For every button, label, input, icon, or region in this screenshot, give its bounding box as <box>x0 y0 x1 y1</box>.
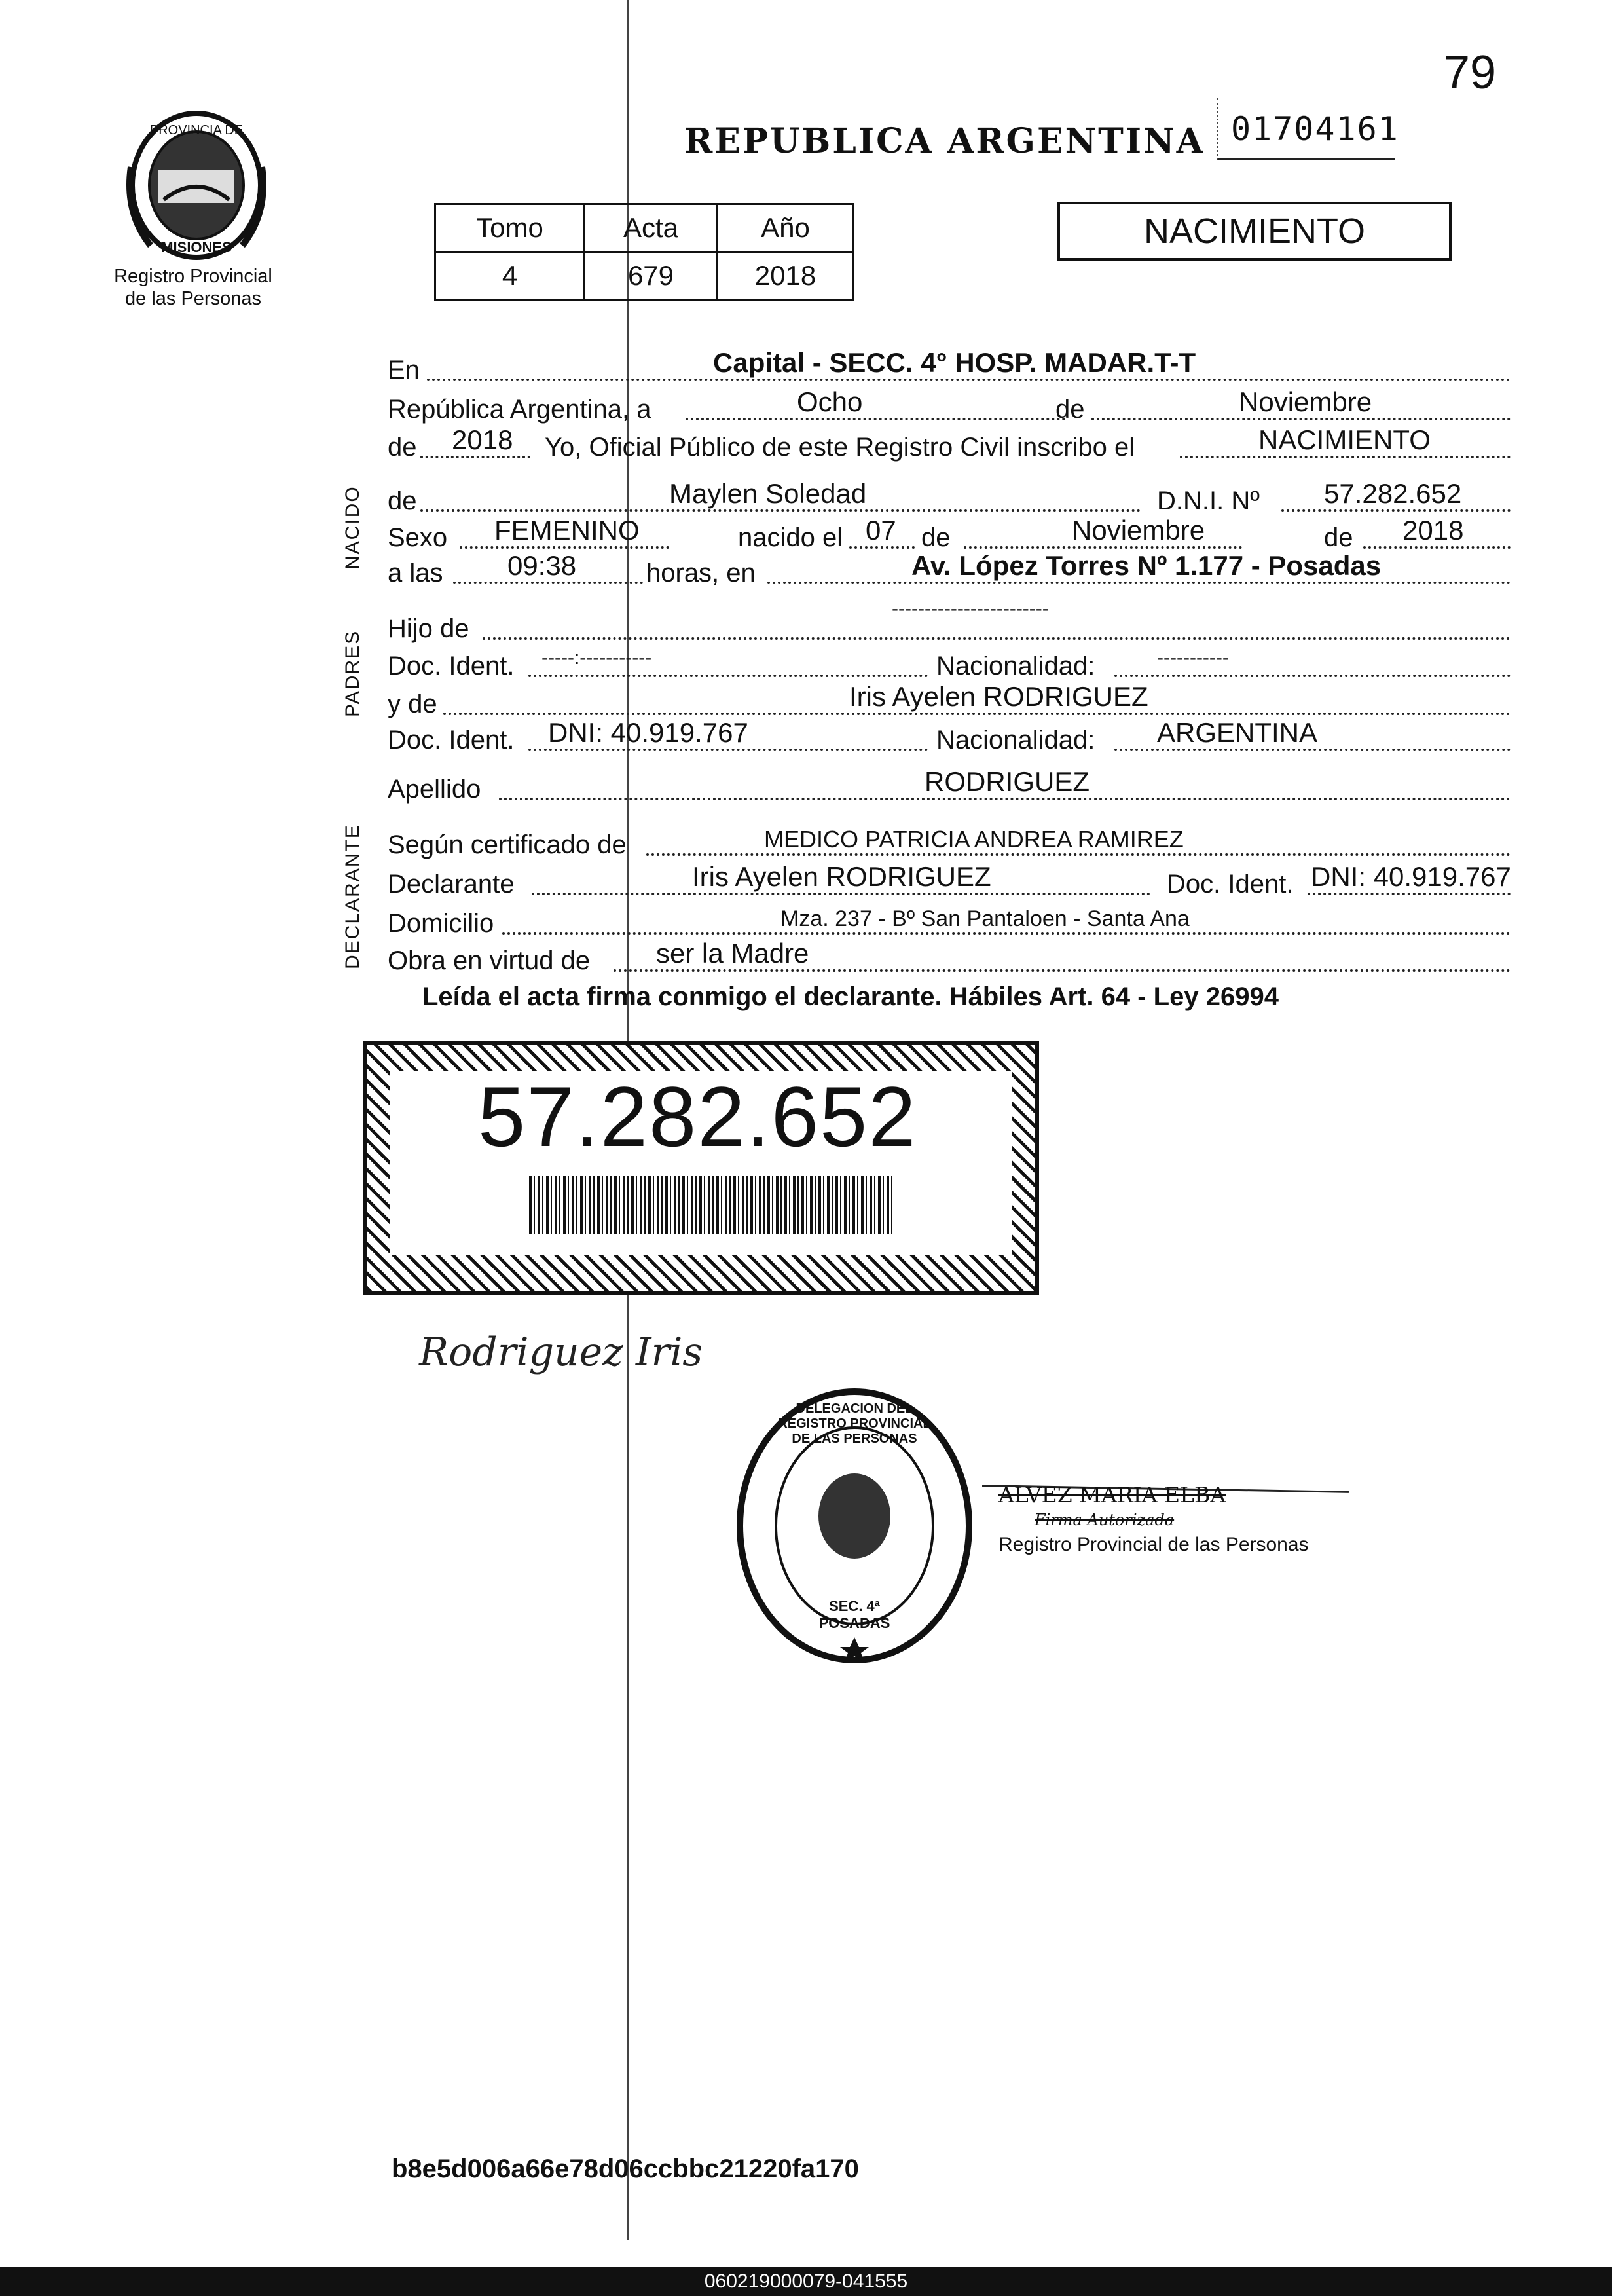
form-row-nombre <box>388 478 1514 519</box>
act-value-acta: 679 <box>585 252 718 300</box>
act-value-tomo: 4 <box>435 252 585 300</box>
dotted-leader <box>964 546 1242 549</box>
serial-number: 01704161 <box>1231 110 1399 148</box>
value-lugar-inscripcion: Capital - SECC. 4° HOSP. MADAR.T-T <box>713 347 1196 378</box>
value-declarante: Iris Ayelen RODRIGUEZ <box>692 861 991 892</box>
value-certificado: MEDICO PATRICIA ANDREA RAMIREZ <box>764 826 1184 853</box>
value-hora: 09:38 <box>507 550 577 581</box>
dotted-leader <box>1308 893 1511 895</box>
label-de-nac-anio: de <box>1324 523 1353 552</box>
value-nacionalidad-madre: ARGENTINA <box>1157 717 1318 748</box>
label-en: En <box>388 356 420 384</box>
value-apellido: RODRIGUEZ <box>925 766 1090 797</box>
stamp-inner-text: SEC. 4ª POSADAS <box>818 1598 890 1631</box>
province-seal-icon <box>124 108 268 262</box>
value-dia: Ocho <box>797 386 863 417</box>
label-yo-oficial: Yo, Oficial Público de este Registro Civil inscribo el <box>545 433 1135 462</box>
signer-office: Registro Provincial de las Personas <box>998 1534 1309 1555</box>
label-republica: República Argentina, a <box>388 395 651 424</box>
dotted-leader <box>849 546 915 549</box>
label-doc-ident: Doc. Ident. <box>388 726 515 754</box>
seal-text-top: PROVINCIA DE <box>149 123 244 138</box>
dotted-leader <box>1114 675 1511 677</box>
form-row-fecha <box>388 386 1514 427</box>
value-doc-declarante: DNI: 40.919.767 <box>1311 861 1511 892</box>
label-segun-certificado: Según certificado de <box>388 830 627 859</box>
value-sexo: FEMENINO <box>494 515 640 546</box>
value-obra: ser la Madre <box>656 938 809 969</box>
form-row-hijo <box>388 598 1514 646</box>
value-nombre: Maylen Soledad <box>669 478 867 509</box>
signer-role: Firma Autorizada <box>1035 1511 1175 1529</box>
document-hash: b8e5d006a66e78d06ccbbc21220fa170 <box>392 2155 859 2183</box>
dotted-leader <box>502 932 1511 935</box>
dotted-leader <box>460 546 669 549</box>
label-de-anio: de <box>388 433 417 462</box>
value-domicilio: Mza. 237 - Bº San Pantaloen - Santa Ana <box>780 906 1190 931</box>
label-nacionalidad: Nacionalidad: <box>936 652 1095 680</box>
signer-name: ALVEZ MARIA ELBA <box>998 1482 1226 1508</box>
document-type-box: NACIMIENTO <box>1057 202 1452 261</box>
form-row-hora <box>388 550 1514 591</box>
form-row-apellido <box>388 766 1514 807</box>
form-row-obra <box>388 938 1514 978</box>
dotted-leader <box>1180 456 1511 458</box>
dotted-leader <box>499 798 1511 800</box>
act-header-tomo: Tomo <box>435 204 585 252</box>
label-nacido-el: nacido el <box>738 523 843 552</box>
side-label-padres: PADRES <box>342 629 363 717</box>
dotted-leader <box>767 582 1511 584</box>
form-row-inscribo <box>388 424 1514 465</box>
act-table <box>434 203 854 301</box>
dotted-leader <box>528 675 928 677</box>
dotted-leader <box>686 418 1065 420</box>
dotted-leader <box>427 379 1511 381</box>
label-de: de <box>1055 395 1085 424</box>
value-nac-anio: 2018 <box>1402 515 1464 546</box>
label-a-las: a las <box>388 559 443 587</box>
value-padre: ------------------------ <box>892 598 1049 620</box>
label-doc-ident: Doc. Ident. <box>1167 870 1294 898</box>
side-label-nacido: NACIDO <box>342 485 363 570</box>
value-doc-padre: -----:----------- <box>541 647 652 669</box>
form-row-domicilio <box>388 900 1514 941</box>
label-sexo: Sexo <box>388 523 448 552</box>
dotted-leader <box>453 582 643 584</box>
dotted-leader <box>443 713 1511 715</box>
dotted-leader <box>1091 418 1511 420</box>
dotted-leader <box>1281 509 1511 512</box>
value-mes: Noviembre <box>1239 386 1372 417</box>
dotted-leader <box>420 509 1141 512</box>
value-dni: 57.282.652 <box>1324 478 1462 509</box>
value-nac-dia: 07 <box>866 515 896 546</box>
label-declarante: Declarante <box>388 870 515 898</box>
label-nacionalidad: Nacionalidad: <box>936 726 1095 754</box>
form-row-doc-madre <box>388 717 1514 758</box>
closing-statement: Leída el acta firma conmigo el declarante. Hábiles Art. 64 - Ley 26994 <box>422 982 1279 1011</box>
dotted-leader <box>1114 749 1511 751</box>
value-madre: Iris Ayelen RODRIGUEZ <box>849 681 1148 712</box>
label-horas-en: horas, en <box>646 559 756 587</box>
value-lugar-nacimiento: Av. López Torres Nº 1.177 - Posadas <box>911 550 1382 581</box>
seal-text-bottom: MISIONES <box>161 239 232 255</box>
act-header-acta: Acta <box>585 204 718 252</box>
label-doc-ident: Doc. Ident. <box>388 652 515 680</box>
form-row-declarante <box>388 861 1514 902</box>
label-de-mes: de <box>921 523 951 552</box>
dotted-leader <box>483 637 1511 640</box>
label-domicilio: Domicilio <box>388 909 494 938</box>
dotted-leader <box>532 893 1150 895</box>
dotted-leader <box>646 853 1511 856</box>
certificate-dni-number: 57.282.652 <box>478 1069 917 1164</box>
registry-line-2: de las Personas <box>125 288 261 309</box>
page-number: 79 <box>1444 46 1497 99</box>
label-dni: D.N.I. Nº <box>1157 487 1260 515</box>
registry-label <box>105 265 282 310</box>
barcode-icon <box>529 1176 892 1234</box>
label-hijo-de: Hijo de <box>388 614 469 643</box>
value-doc-madre: DNI: 40.919.767 <box>548 717 748 748</box>
stamp-text-block <box>998 1480 1309 1560</box>
form-row-en <box>388 347 1514 388</box>
form-row-certificado <box>388 822 1514 862</box>
footer-id: 060219000079-041555 <box>0 2267 1612 2296</box>
side-label-declarante: DECLARANTE <box>342 824 363 969</box>
act-value-anio: 2018 <box>718 252 854 300</box>
label-y-de: y de <box>388 690 437 718</box>
value-nacionalidad-padre: ----------- <box>1157 647 1229 669</box>
registry-line-1: Registro Provincial <box>114 266 272 287</box>
dotted-leader <box>614 969 1511 972</box>
declarant-signature: Rodriguez Iris <box>419 1329 703 1375</box>
label-obra-en-virtud: Obra en virtud de <box>388 946 591 975</box>
dotted-leader <box>420 456 530 458</box>
act-header-anio: Año <box>718 204 854 252</box>
value-anio: 2018 <box>452 424 513 455</box>
form-row-doc-padre <box>388 643 1514 684</box>
value-nac-mes: Noviembre <box>1072 515 1205 546</box>
form-row-sexo <box>388 515 1514 555</box>
label-de-nombre: de <box>388 487 417 515</box>
dotted-leader <box>528 749 928 751</box>
document-title: REPUBLICA ARGENTINA <box>684 121 1205 161</box>
form-row-madre <box>388 681 1514 722</box>
stamp-ring-text: DELEGACION DEL REGISTRO PROVINCIAL DE LAS PERSONAS <box>778 1401 931 1446</box>
dotted-leader <box>1363 546 1511 549</box>
label-apellido: Apellido <box>388 775 481 804</box>
value-inscribo: NACIMIENTO <box>1258 424 1431 455</box>
